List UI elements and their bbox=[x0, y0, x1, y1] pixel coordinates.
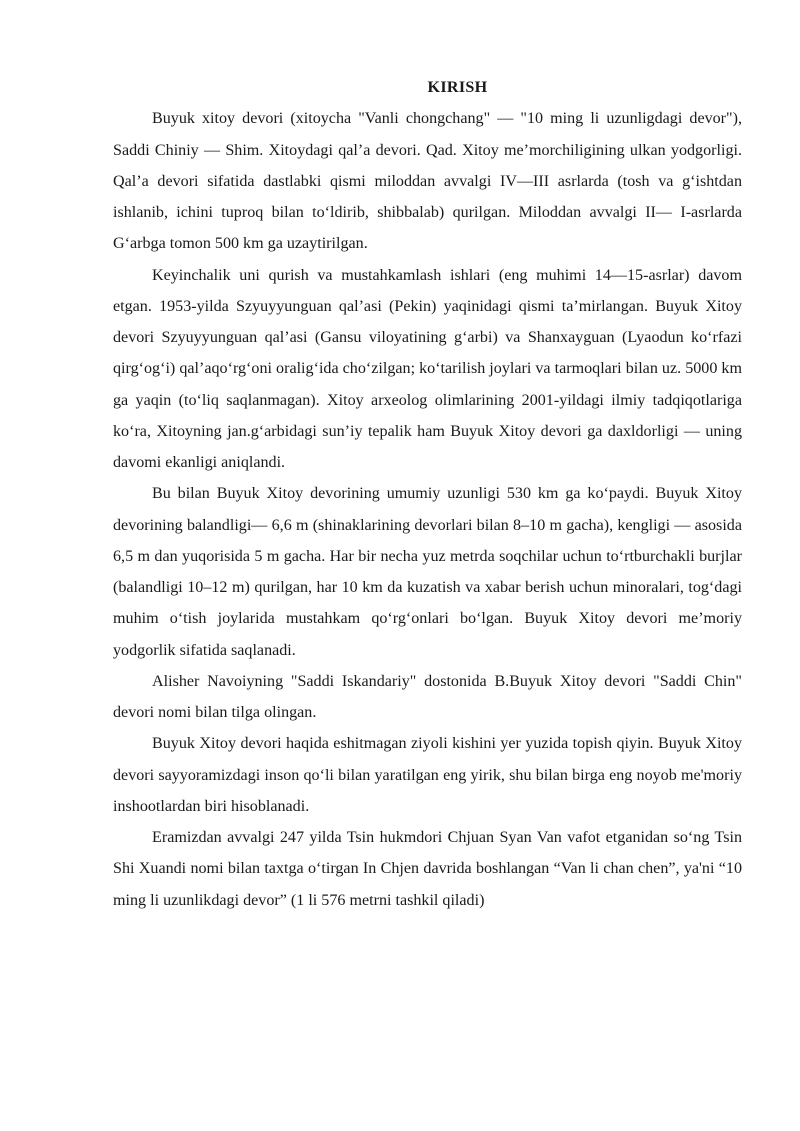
paragraph-2: Keyinchalik uni qurish va mustahkamlash ishlari (eng muhimi 14—15-asrlar) davom etgan. 1953-yilda Szyuyyunguan qal’asi (Pekin) yaqinidagi qismi ta’mirlangan. Buyuk Xitoy devori Szyuyyunguan qal’asi (Gansu viloyatining g‘arbi) va Shanxayguan (Lyaodun ko‘rfazi qirg‘og‘i) qal’aqo‘rg‘oni oralig‘ida cho‘zilgan; ko‘tarilish joylari va tarmoqlari bilan uz. 5000 km ga yaqin (to‘liq saqlanmagan). Xitoy arxeolog olimlarining 2001-yildagi ilmiy tadqiqotlariga ko‘ra, Xitoyning jan.g‘arbidagi sun’iy tepalik ham Buyuk Xitoy devori ga daxldorligi — uning davomi ekanligi aniqlandi. bbox=[113, 266, 742, 471]
document-body bbox=[113, 72, 742, 916]
paragraph-3: Bu bilan Buyuk Xitoy devorining umumiy uzunligi 530 km ga ko‘paydi. Buyuk Xitoy devorining balandligi— 6,6 m (shinaklarining devorlari bilan 8–10 m gacha), kengligi — asosida 6,5 m dan yuqorisida 5 m gacha. Har bir necha yuz metrda soqchilar uchun to‘rtburchakli burjlar (balandligi 10–12 m) qurilgan, har 10 km da kuzatish va xabar berish uchun minoralari, tog‘dagi muhim o‘tish joylarida mustahkam qo‘rg‘onlari bo‘lgan. Buyuk Xitoy devori me’moriy yodgorlik sifatida saqlanadi. bbox=[113, 485, 742, 659]
paragraph-5: Buyuk Xitoy devori haqida eshitmagan ziyoli kishini yer yuzida topish qiyin. Buyuk Xitoy devori sayyoramizdagi inson qo‘li bilan yaratilgan eng yirik, shu bilan birga eng noyob me'moriy inshootlardan biri hisoblanadi. bbox=[113, 735, 742, 815]
paragraph-6: Eramizdan avvalgi 247 yilda Tsin hukmdori Chjuan Syan Van vafot etganidan so‘ng Tsin Shi Xuandi nomi bilan taxtga o‘tirgan In Chjen davrida boshlangan “Van li chan chen”, ya'ni “10 ming li uzunlikdagi devor” (1 li 576 metrni tashkil qiladi) bbox=[113, 829, 742, 909]
paragraph-1: Buyuk xitoy devori (xitoycha "Vanli chongchang" — "10 ming li uzunligdagi devor"), Saddi Chiniy — Shim. Xitoydagi qal’a devori. Qad. Xitoy me’morchiligining ulkan yodgorligi. Qal’a devori sifatida dastlabki qismi miloddan avvalgi IV—III asrlarda (tosh va g‘ishtdan ishlanib, ichini tuproq bilan to‘ldirib, shibbalab) qurilgan. Miloddan avvalgi II— I-asrlarda G‘arbga tomon 500 km ga uzaytirilgan. bbox=[113, 110, 742, 253]
page-title: KIRISH bbox=[427, 79, 488, 96]
paragraph-4: Alisher Navoiyning "Saddi Iskandariy" dostonida B.Buyuk Xitoy devori "Saddi Chin" devori nomi bilan tilga olingan. bbox=[113, 672, 742, 721]
